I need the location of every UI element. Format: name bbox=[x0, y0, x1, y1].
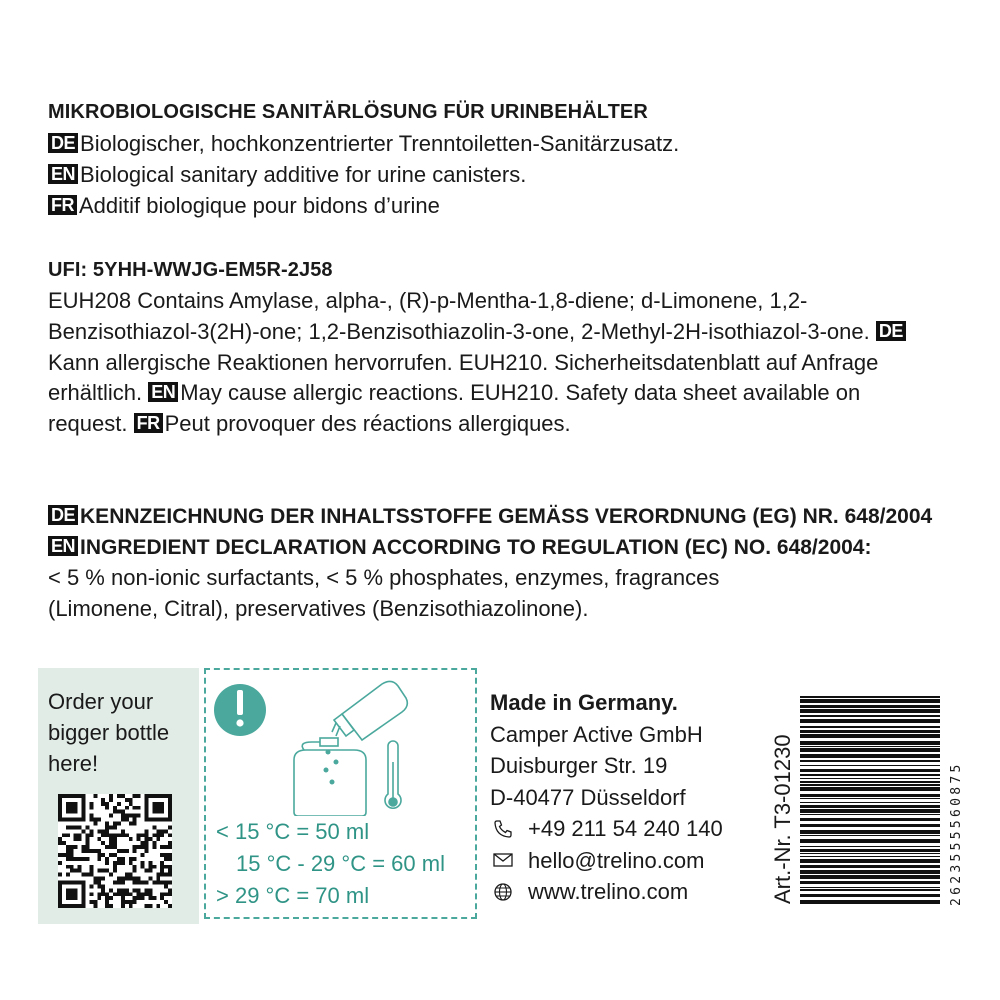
lang-tag-en: EN bbox=[148, 382, 178, 402]
safety-paragraph bbox=[48, 286, 908, 440]
safety-text-de: Kann allergische Reaktionen hervorrufen. EUH210. Sicherheitsdatenblatt auf Anfrage erhältlich. bbox=[48, 349, 879, 406]
dosage-box bbox=[204, 668, 477, 919]
product-description bbox=[48, 97, 958, 221]
ingredient-heading-en: INGREDIENT DECLARATION ACCORDING TO REGULATION (EC) NO. 648/2004: bbox=[80, 536, 872, 559]
phone-icon bbox=[490, 818, 516, 840]
company-name: Camper Active GmbH bbox=[490, 721, 703, 747]
barcode bbox=[768, 690, 964, 910]
euh208-text: EUH208 Contains Amylase, alpha-, (R)-p-Mentha-1,8-diene; d-Limonene, 1,2-Benzisothiazol-3(2H)-one; 1,2-Benzisothiazolin-3-one, 2-Methyl-2H-isothiazol-3-one. bbox=[48, 288, 870, 344]
order-panel bbox=[38, 668, 199, 924]
order-line: bigger bottle bbox=[48, 720, 170, 745]
description-text-en: Biological sanitary additive for urine canisters. bbox=[80, 162, 527, 187]
description-line-de bbox=[48, 128, 958, 159]
ingredient-list: < 5 % non-ionic surfactants, < 5 % phosphates, enzymes, fragrances (Limonene, Citral), preservatives (Benzisothiazolinone). bbox=[48, 565, 720, 621]
description-text-fr: Additif biologique pour bidons d’urine bbox=[79, 193, 440, 218]
contact-website[interactable] bbox=[490, 876, 723, 908]
ufi-code: UFI: 5YHH-WWJG-EM5R-2J58 bbox=[48, 259, 333, 281]
lang-tag-fr: FR bbox=[48, 195, 77, 215]
safety-text-en: May cause allergic reactions. EUH210. Safety data sheet available on request. bbox=[48, 380, 861, 437]
made-in-label: Made in Germany. bbox=[490, 690, 678, 715]
safety-info bbox=[48, 255, 958, 440]
lang-tag-de: DE bbox=[48, 505, 78, 525]
lang-tag-en: EN bbox=[48, 164, 78, 184]
safety-text-fr: Peut provoquer des réactions allergiques. bbox=[164, 411, 571, 437]
barcode-area bbox=[768, 690, 964, 910]
dosage-illustration bbox=[212, 676, 472, 816]
qr-code[interactable] bbox=[58, 794, 172, 908]
order-line: here! bbox=[48, 751, 99, 776]
order-line: Order your bbox=[48, 689, 154, 714]
order-text bbox=[48, 686, 169, 779]
article-number: Art.-Nr. T3-01230 bbox=[770, 734, 795, 904]
warning-icon bbox=[214, 684, 266, 736]
mail-icon bbox=[490, 849, 516, 871]
globe-icon bbox=[490, 881, 516, 903]
description-text-de: Biologischer, hochkonzentrierter Trenntoiletten-Sanitärzusatz. bbox=[80, 131, 680, 156]
lang-tag-en: EN bbox=[48, 536, 78, 556]
company-info bbox=[490, 687, 723, 908]
dosage-line: < 15 °C = 50 ml bbox=[216, 819, 370, 844]
dosage-line: > 29 °C = 70 ml bbox=[216, 883, 370, 908]
lang-tag-fr: FR bbox=[134, 413, 163, 433]
website-url: www.trelino.com bbox=[528, 879, 689, 904]
lang-tag-de: DE bbox=[876, 321, 906, 341]
description-line-en bbox=[48, 159, 958, 190]
product-title: MIKROBIOLOGISCHE SANITÄRLÖSUNG FÜR URINBEHÄLTER bbox=[48, 101, 648, 123]
canister-icon bbox=[294, 738, 366, 816]
phone-number: +49 211 54 240 140 bbox=[528, 816, 723, 841]
ingredient-heading-de: KENNZEICHNUNG DER INHALTSSTOFFE GEMÄSS VERORDNUNG (EG) NR. 648/2004 bbox=[80, 505, 933, 528]
dosage-line: 15 °C - 29 °C = 60 ml bbox=[236, 851, 445, 876]
description-line-fr bbox=[48, 190, 958, 221]
drop-icon bbox=[324, 750, 339, 785]
company-street: Duisburger Str. 19 bbox=[490, 753, 668, 778]
ingredient-heading bbox=[48, 501, 958, 563]
contact-email[interactable] bbox=[490, 845, 723, 877]
ingredient-declaration bbox=[48, 501, 958, 625]
bottle-icon bbox=[332, 681, 407, 740]
contact-phone[interactable] bbox=[490, 813, 723, 845]
company-city: D-40477 Düsseldorf bbox=[490, 784, 686, 810]
email-address: hello@trelino.com bbox=[528, 847, 705, 873]
barcode-digits: 2623555560875 bbox=[949, 761, 964, 906]
thermometer-icon bbox=[385, 741, 401, 808]
lang-tag-de: DE bbox=[48, 133, 78, 153]
